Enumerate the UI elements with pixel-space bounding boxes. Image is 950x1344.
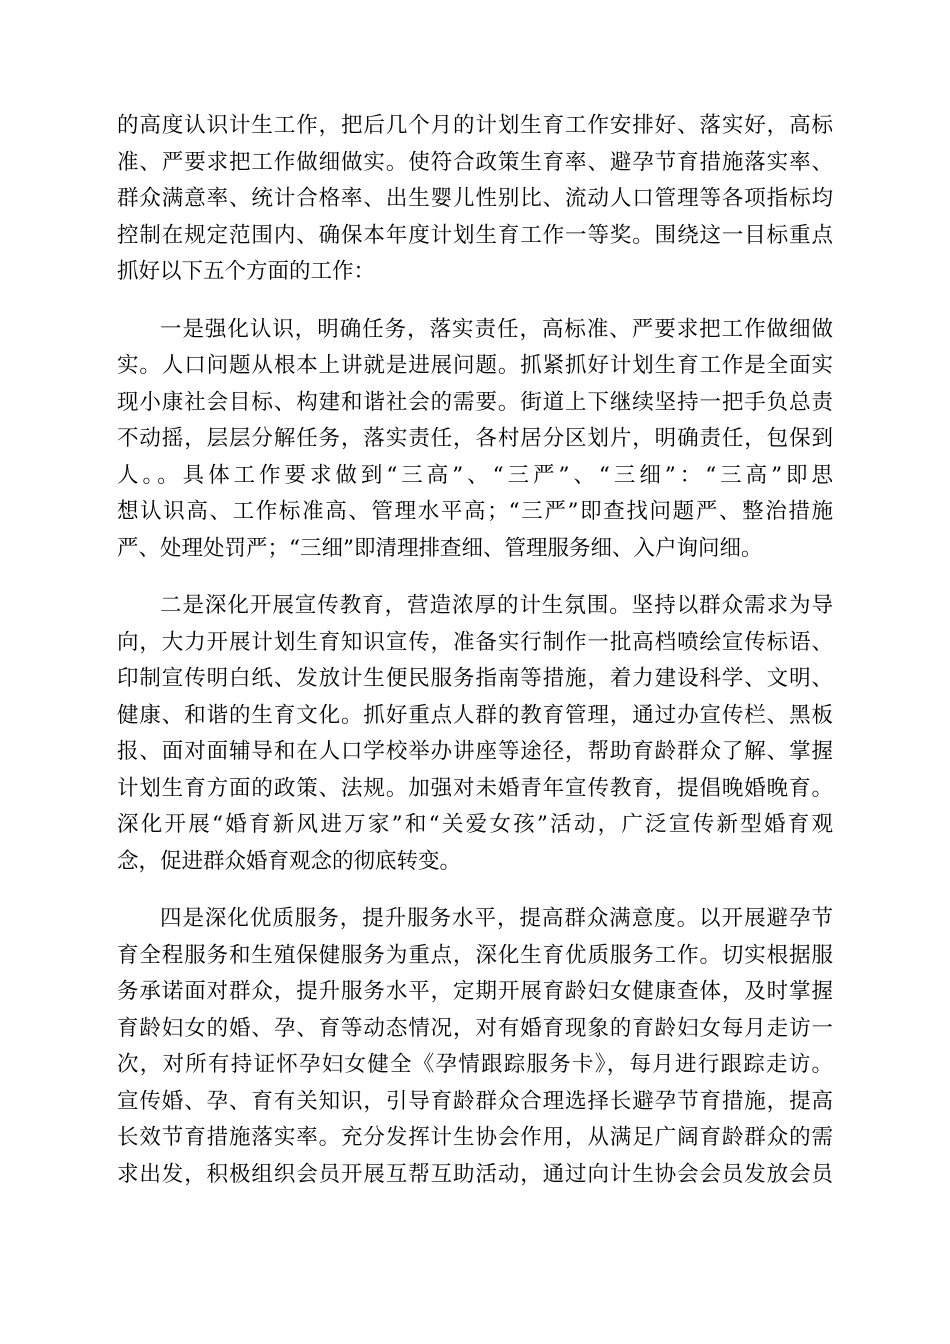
paragraph-3 (117, 588, 833, 880)
text-line: 抓好以下五个方面的工作： (117, 259, 376, 284)
text-line: 报、面对面辅导和在人口学校举办讲座等途径，帮助育龄群众了解、掌握 (117, 739, 833, 764)
paragraph-1 (117, 108, 833, 291)
text-line: 务承诺面对群众，提升服务水平，定期开展育龄妇女健康查体，及时掌握 (117, 979, 833, 1004)
paragraph-2 (117, 312, 833, 568)
text-line: 育龄妇女的婚、孕、育等动态情况，对有婚育现象的育龄妇女每月走访一 (117, 1015, 833, 1041)
text-line: 长效节育措施落实率。充分发挥计生协会作用，从满足广阔育龄群众的需 (117, 1125, 833, 1150)
text-line: 人。。具体工作要求做到“三高”、“三严”、“三细”：“三高”即思 (117, 462, 833, 488)
text-line: 育全程服务和生殖保健服务为重点，深化生育优质服务工作。切实根据服 (117, 942, 833, 968)
text-line: 向，大力开展计划生育知识宣传，准备实行制作一批高档喷绘宣传标语、 (117, 629, 833, 655)
text-line: 严、处理处罚严；“三细”即清理排查细、管理服务细、入户询问细。 (117, 535, 763, 561)
document-page (117, 108, 833, 1214)
text-line: 宣传婚、孕、育有关知识，引导育龄群众合理选择长避孕节育措施，提高 (117, 1088, 833, 1114)
text-line: 一是强化认识，明确任务，落实责任，高标准、严要求把工作做细做 (160, 316, 833, 342)
text-line: 健康、和谐的生育文化。抓好重点人群的教育管理，通过办宣传栏、黑板 (117, 702, 833, 728)
paragraph-4 (117, 901, 833, 1193)
text-line: 二是深化开展宣传教育，营造浓厚的计生氛围。坚持以群众需求为导 (160, 593, 833, 618)
text-line: 次，对所有持证怀孕妇女健全《孕情跟踪服务卡》，每月进行跟踪走访。 (117, 1052, 833, 1077)
text-line: 四是深化优质服务，提升服务水平，提高群众满意度。以开展避孕节 (160, 906, 833, 931)
text-line: 计划生育方面的政策、法规。加强对未婚青年宣传教育，提倡晚婚晚育。 (117, 775, 833, 801)
text-line: 想认识高、工作标准高、管理水平高；“三严”即查找问题严、整治措施 (117, 499, 833, 524)
text-line: 不动摇，层层分解任务，落实责任，各村居分区划片，明确责任，包保到 (117, 426, 833, 451)
text-line: 群众满意率、统计合格率、出生婴儿性别比、流动人口管理等各项指标均 (117, 186, 833, 211)
text-line: 深化开展“婚育新风进万家”和“关爱女孩”活动，广泛宣传新型婚育观 (117, 812, 833, 837)
text-line: 念，促进群众婚育观念的彻底转变。 (117, 848, 462, 874)
text-line: 的高度认识计生工作，把后几个月的计划生育工作安排好、落实好，高标 (117, 113, 833, 138)
text-line: 控制在规定范围内、确保本年度计划生育工作一等奖。围绕这一目标重点 (117, 222, 833, 248)
text-line: 准、严要求把工作做细做实。使符合政策生育率、避孕节育措施落实率、 (117, 149, 833, 175)
text-line: 求出发，积极组织会员开展互帮互助活动，通过向计生协会会员发放会员 (117, 1161, 833, 1187)
text-line: 现小康社会目标、构建和谐社会的需要。街道上下继续坚持一把手负总责 (117, 389, 833, 415)
text-line: 印制宣传明白纸、发放计生便民服务指南等措施，着力建设科学、文明、 (117, 666, 833, 691)
text-line: 实。人口问题从根本上讲就是进展问题。抓紧抓好计划生育工作是全面实 (117, 353, 833, 378)
